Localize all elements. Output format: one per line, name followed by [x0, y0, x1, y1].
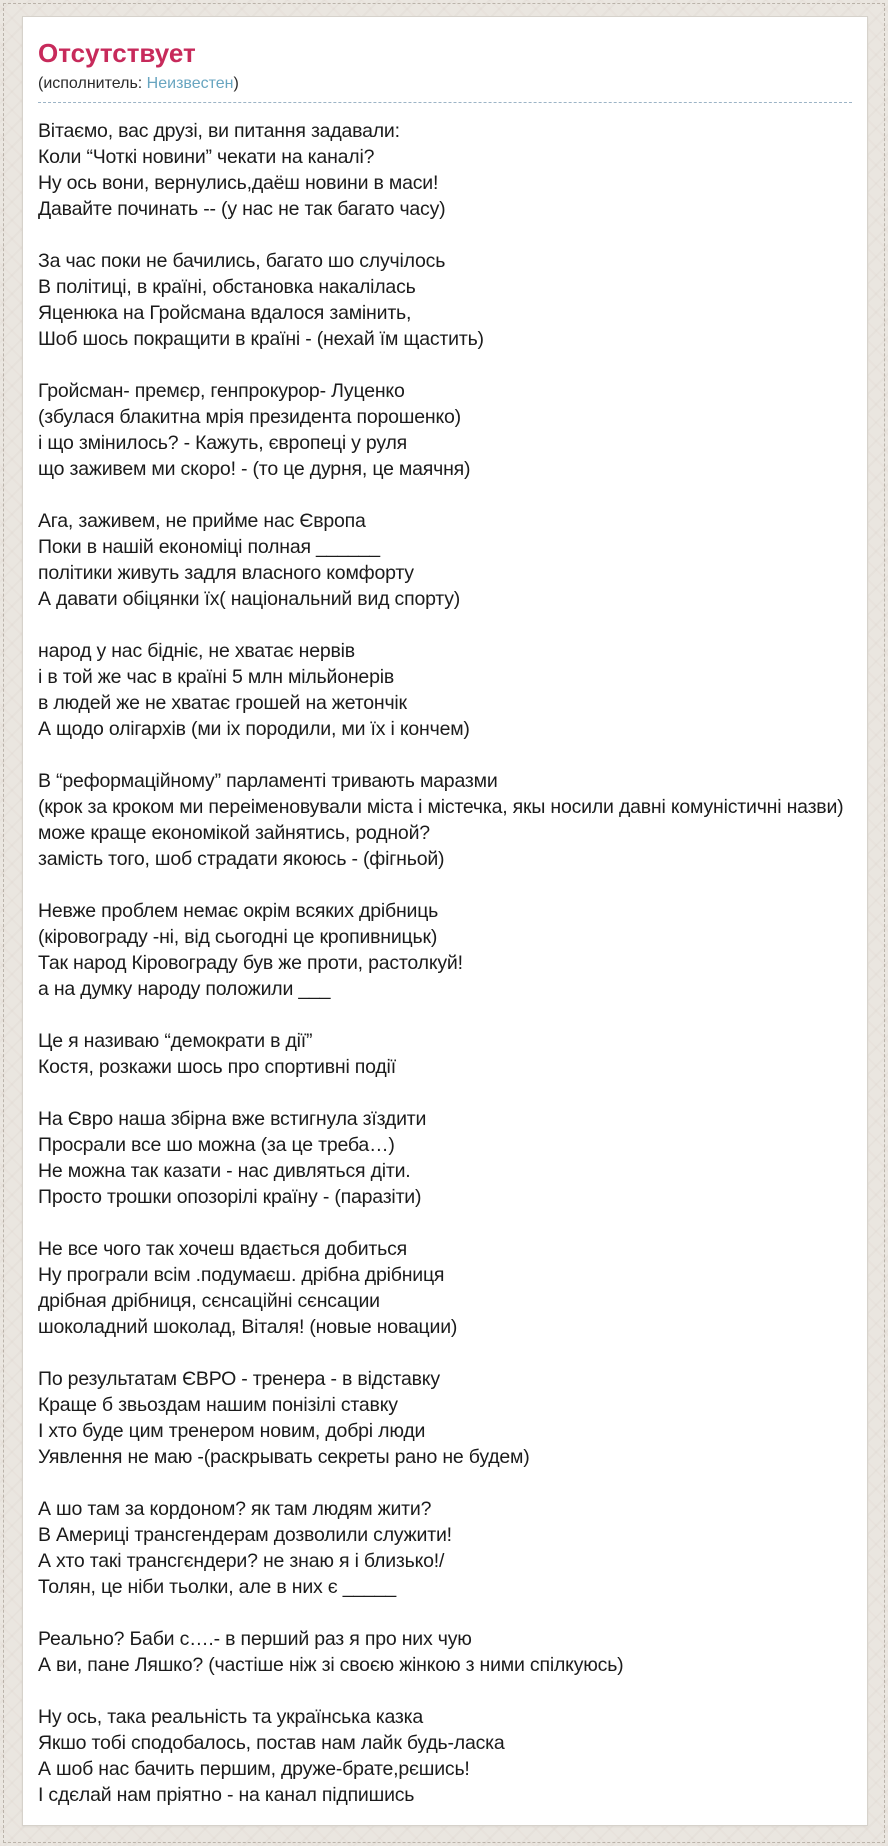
lyric-line: Давайте починать -- (у нас не так багато часу): [38, 197, 446, 220]
lyric-line: А щодо олігархів (ми іх породили, ми їх і кончем): [38, 717, 470, 740]
lyric-line: На Євро наша збірна вже встигнула зїздити: [38, 1107, 427, 1130]
lyric-line: Гройсман- премєр, генпрокурор- Луценко: [38, 379, 405, 402]
lyric-line: А хто такі трансгєндери? не знаю я і близько!/: [38, 1549, 445, 1572]
lyric-line: Коли “Чоткі новини” чекати на каналі?: [38, 145, 375, 168]
lyric-line: Ну ось, така реальність та українська казка: [38, 1705, 424, 1728]
lyric-line: політики живуть задля власного комфорту: [38, 561, 414, 584]
stanza: [38, 118, 852, 222]
lyric-line: може краще економікой зайнятись, родной?: [38, 821, 430, 844]
song-header: [38, 39, 852, 103]
lyric-line: Це я називаю “демократи в дії”: [38, 1029, 313, 1052]
stanza: [38, 1106, 852, 1210]
lyrics-text: [38, 118, 852, 1808]
stanza: [38, 248, 852, 352]
lyric-line: І хто буде цим тренером новим, добрі люди: [38, 1419, 426, 1442]
stanza: [38, 1366, 852, 1470]
lyric-line: Толян, це ніби тьолки, але в них є _____: [38, 1575, 396, 1598]
lyric-line: Ага, заживем, не прийме нас Європа: [38, 509, 366, 532]
lyric-line: Невже проблем немає окрім всяких дрібниць: [38, 899, 439, 922]
lyric-line: народ у нас бідніє, не хватає нервів: [38, 639, 355, 662]
lyric-line: Костя, розкажи шось про спортивні події: [38, 1055, 396, 1078]
lyric-line: А ви, пане Ляшко? (частіше ніж зі своєю жінкою з ними спілкуюсь): [38, 1653, 624, 1676]
lyric-line: а на думку народу положили ___: [38, 977, 331, 1000]
lyric-line: Не можна так казати - нас дивляться діти.: [38, 1159, 411, 1182]
lyric-line: замість того, шоб страдати якоюсь - (фігньой): [38, 847, 445, 870]
lyrics-card: [22, 16, 868, 1826]
stanza: [38, 378, 852, 482]
lyric-line: І сдєлай нам пріятно - на канал підпишись: [38, 1783, 415, 1806]
artist-link[interactable]: Неизвестен: [146, 74, 234, 92]
stanza: [38, 1236, 852, 1340]
lyric-line: (кіровограду -ні, від сьогодні це кропивницьк): [38, 925, 438, 948]
lyric-line: (збулася блакитна мрія президента порошенко): [38, 405, 461, 428]
stanza: [38, 898, 852, 1002]
lyric-line: в людей же не хватає грошей на жетончік: [38, 691, 407, 714]
artist-line: [38, 74, 852, 93]
page-title: Отсутствует: [38, 38, 196, 68]
lyric-line: Шоб шось покращити в країні - (нехай їм щастить): [38, 327, 484, 350]
lyric-line: А давати обіцянки їх( національний вид спорту): [38, 587, 461, 610]
lyric-line: Ну ось вони, вернулись,даёш новини в маси!: [38, 171, 439, 194]
lyric-line: що заживем ми скоро! - (то це дурня, це маячня): [38, 457, 471, 480]
stanza: [38, 1028, 852, 1080]
artist-label-close: ): [233, 74, 239, 92]
lyric-line: За час поки не бачились, багато шо случілось: [38, 249, 446, 272]
stanza: [38, 508, 852, 612]
lyric-line: В “реформаційному” парламенті тривають маразми: [38, 769, 498, 792]
stanza: [38, 1626, 852, 1678]
lyric-line: В Америці трансгендерам дозволили служити!: [38, 1523, 452, 1546]
lyric-line: Поки в нашій економіці полная ______: [38, 535, 380, 558]
lyric-line: і в той же час в країні 5 млн мільйонерів: [38, 665, 395, 688]
lyric-line: По результатам ЄВРО - тренера - в відставку: [38, 1367, 440, 1390]
lyric-line: Яценюка на Гройсмана вдалося замінить,: [38, 301, 412, 324]
lyric-line: Уявлення не маю -(раскрывать секреты рано не будем): [38, 1445, 530, 1468]
lyric-line: Якшо тобі сподобалось, постав нам лайк будь-ласка: [38, 1731, 505, 1754]
stanza: [38, 1496, 852, 1600]
lyric-line: Ну програли всім .подумаєш. дрібна дрібниця: [38, 1263, 445, 1286]
stanza: [38, 638, 852, 742]
lyric-line: шоколадний шоколад, Віталя! (новые новации): [38, 1315, 458, 1338]
lyric-line: Реально? Баби с….- в перший раз я про них чую: [38, 1627, 472, 1650]
lyric-line: В політиці, в країні, обстановка накалілась: [38, 275, 416, 298]
lyric-line: Не все чого так хочеш вдається добиться: [38, 1237, 407, 1260]
lyric-line: (крок за кроком ми переіменовували міста і містечка, якы носили давні комуністичні назви): [38, 795, 844, 818]
lyric-line: Просрали все шо можна (за це треба…): [38, 1133, 395, 1156]
lyric-line: Краще б звьоздам нашим понізілі ставку: [38, 1393, 398, 1416]
lyric-line: Просто трошки опозорілі країну - (паразіти): [38, 1185, 422, 1208]
lyric-line: А шоб нас бачить першим, друже-брате,рєшись!: [38, 1757, 470, 1780]
stanza: [38, 1704, 852, 1808]
artist-label: (исполнитель:: [38, 74, 147, 92]
lyric-line: Вітаємо, вас друзі, ви питання задавали:: [38, 119, 400, 142]
lyric-line: А шо там за кордоном? як там людям жити?: [38, 1497, 432, 1520]
lyric-line: і що змінилось? - Кажуть, європеці у руля: [38, 431, 408, 454]
stanza: [38, 768, 852, 872]
lyric-line: дрібная дрібниця, сєнсаційні сєнсации: [38, 1289, 380, 1312]
lyric-line: Так народ Кіровограду був же проти, растолкуй!: [38, 951, 463, 974]
